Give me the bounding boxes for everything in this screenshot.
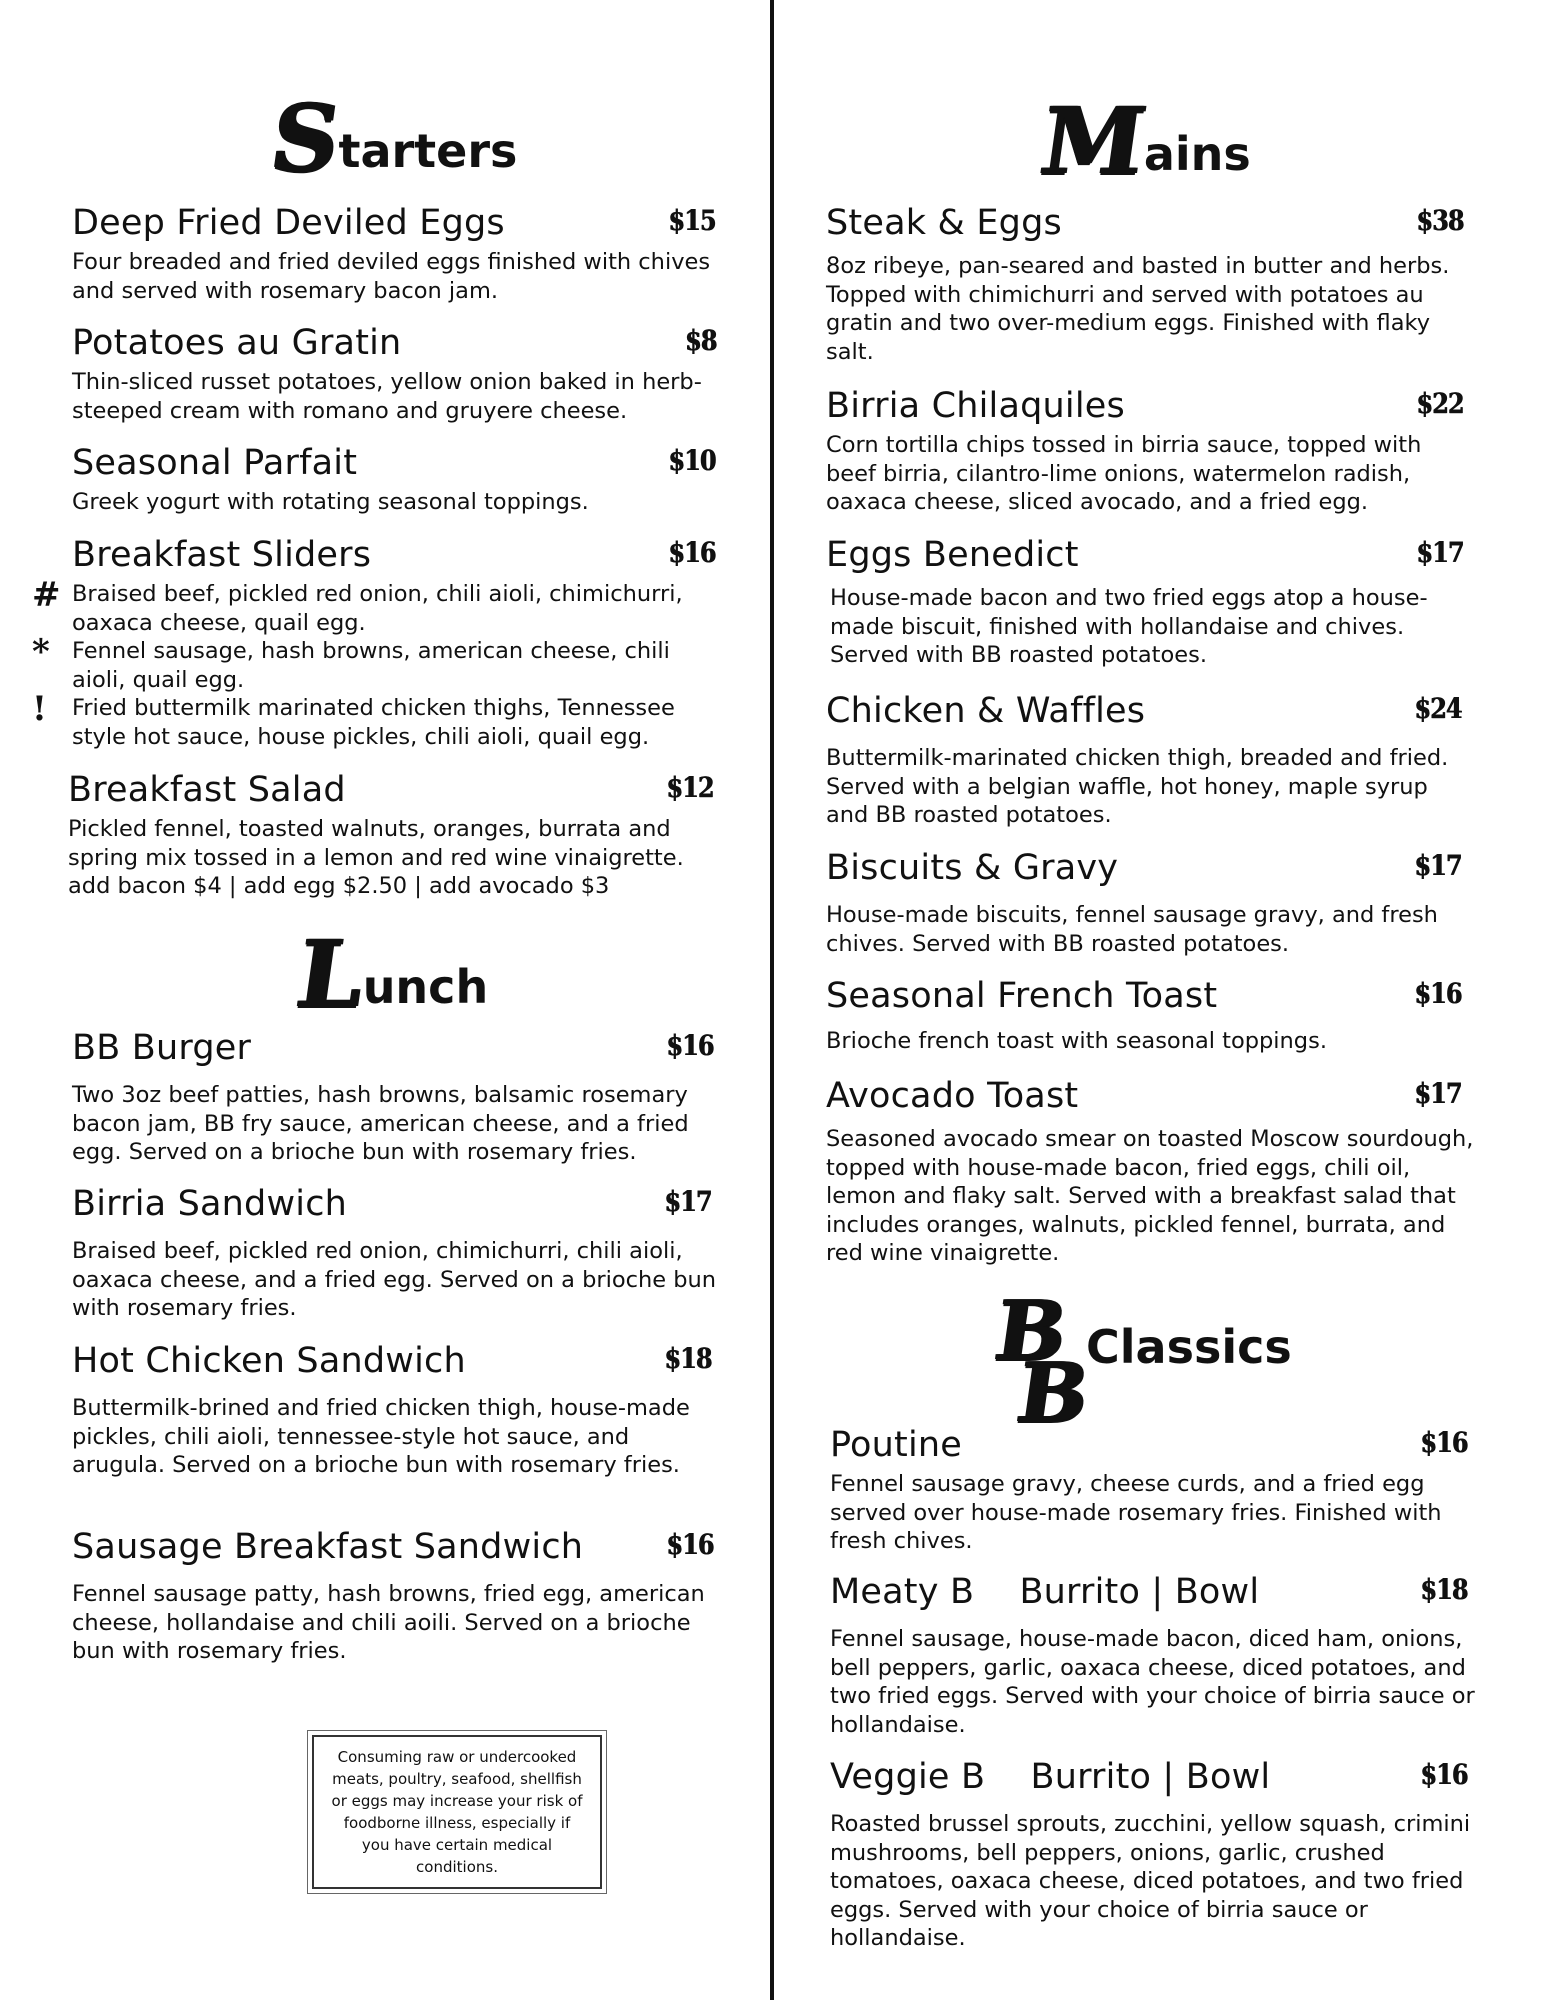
item-addons: add bacon $4 | add egg $2.50 | add avocado $3	[68, 873, 610, 899]
item-name: Seasonal Parfait	[72, 443, 358, 483]
menu-item	[826, 383, 1476, 517]
menu-item	[826, 845, 1476, 958]
item-description: Roasted brussel sprouts, zucchini, yellow squash, crimini mushrooms, bell peppers, onions, garlic, crushed tomatoes, oaxaca cheese, diced potatoes, and two fried eggs. Served with your choice of birria sauce or hollandaise.	[830, 1811, 1471, 1951]
asterisk-mark-icon: *	[32, 632, 50, 672]
item-price: $18	[1420, 1573, 1468, 1606]
item-description: House-made bacon and two fried eggs atop a house-made biscuit, finished with hollandaise and chives. Served with BB roasted potatoes.	[830, 585, 1428, 668]
exclamation-mark-icon: !	[32, 689, 47, 729]
item-name: Potatoes au Gratin	[72, 323, 402, 363]
item-description: Fennel sausage, house-made bacon, diced ham, onions, bell peppers, garlic, oaxaca cheese, diced potatoes, and two fried eggs. Served with your choice of birria sauce or hollandaise.	[830, 1626, 1475, 1738]
item-name: Veggie B Burrito | Bowl	[830, 1757, 1271, 1797]
menu-item	[72, 440, 722, 517]
item-price: $16	[1420, 1426, 1468, 1459]
classics-heading-text: Classics	[1086, 1320, 1292, 1374]
menu-item	[826, 973, 1476, 1056]
item-name: Sausage Breakfast Sandwich	[72, 1527, 584, 1567]
item-name: Meaty B Burrito | Bowl	[830, 1572, 1260, 1612]
item-price: $17	[1414, 1077, 1462, 1110]
starters-heading	[264, 84, 518, 192]
menu-item	[72, 1181, 722, 1323]
item-description: Two 3oz beef patties, hash browns, balsamic rosemary bacon jam, BB fry sauce, american cheese, and a fried egg. Served on a brioche bun with rosemary fries.	[72, 1082, 689, 1165]
menu-item	[826, 532, 1476, 670]
item-price: $18	[664, 1342, 712, 1375]
item-description: Greek yogurt with rotating seasonal toppings.	[72, 489, 589, 515]
item-price: $10	[668, 444, 716, 477]
variant-text: Fried buttermilk marinated chicken thighs, Tennessee style hot sauce, house pickles, chili aioli, quail egg.	[72, 695, 675, 750]
slider-variant	[32, 689, 722, 751]
item-name: Deep Fried Deviled Eggs	[72, 203, 505, 243]
item-price: $16	[1420, 1758, 1468, 1791]
item-price: $22	[1416, 387, 1464, 420]
item-description: House-made biscuits, fennel sausage gravy, and fresh chives. Served with BB roasted potatoes.	[826, 902, 1438, 957]
menu-item	[830, 1569, 1480, 1739]
item-name: Eggs Benedict	[826, 535, 1079, 575]
column-divider	[770, 0, 774, 2000]
item-name: Poutine	[830, 1425, 963, 1465]
menu-item	[826, 688, 1476, 830]
item-description: Buttermilk-marinated chicken thigh, breaded and fried. Served with a belgian waffle, hot honey, maple syrup and BB roasted potatoes.	[826, 745, 1449, 828]
item-price: $38	[1416, 204, 1464, 237]
item-name: Breakfast Sliders	[72, 535, 372, 575]
item-name: Steak & Eggs	[826, 203, 1062, 243]
starters-heading-rest: tarters	[338, 124, 518, 178]
menu-item	[68, 767, 718, 901]
item-price: $24	[1414, 692, 1462, 725]
item-description: Buttermilk-brined and fried chicken thigh, house-made pickles, chili aioli, tennessee-style hot sauce, and arugula. Served on a brioche bun with rosemary fries.	[72, 1395, 690, 1478]
item-name: Avocado Toast	[826, 1076, 1079, 1116]
item-description: Braised beef, pickled red onion, chimichurri, chili aioli, oaxaca cheese, and a fried egg. Served on a brioche bun with rosemary fries.	[72, 1238, 717, 1321]
lunch-heading	[290, 920, 489, 1028]
food-safety-notice: Consuming raw or undercooked meats, poultry, seafood, shellfish or eggs may increase your risk of foodborne illness, especially if you have certain medical conditions.	[312, 1735, 602, 1889]
item-price: $15	[668, 204, 716, 237]
menu-item	[32, 532, 722, 751]
menu-item	[830, 1422, 1480, 1556]
item-description: Pickled fennel, toasted walnuts, oranges, burrata and spring mix tossed in a lemon and red wine vinaigrette.	[68, 816, 684, 871]
item-name: Breakfast Salad	[68, 770, 346, 810]
item-description: Seasoned avocado smear on toasted Moscow sourdough, topped with house-made bacon, fried eggs, chili oil, lemon and flaky salt. Served with a breakfast salad that includes oranges, walnuts, pickled fennel, burrata, and red wine vinaigrette.	[826, 1126, 1474, 1266]
slider-variant	[32, 575, 722, 637]
item-price: $17	[664, 1185, 712, 1218]
starters-heading-cap: S	[264, 84, 347, 192]
item-price: $17	[1416, 536, 1464, 569]
item-description: Four breaded and fried deviled eggs finished with chives and served with rosemary bacon jam.	[72, 249, 711, 304]
item-name: Seasonal French Toast	[826, 976, 1218, 1016]
menu-item	[826, 1073, 1476, 1268]
lunch-heading-rest: unch	[362, 960, 489, 1014]
item-description: Brioche french toast with seasonal toppings.	[826, 1028, 1327, 1054]
mains-heading	[1034, 87, 1251, 195]
menu-item	[72, 1338, 722, 1480]
item-name: Hot Chicken Sandwich	[72, 1341, 466, 1381]
menu-item	[830, 1754, 1480, 1953]
item-name: Chicken & Waffles	[826, 691, 1146, 731]
item-description: Fennel sausage gravy, cheese curds, and a fried egg served over house-made rosemary fries. Finished with fresh chives.	[830, 1471, 1442, 1554]
item-description-variants	[32, 575, 722, 751]
menu-item	[826, 200, 1476, 366]
variant-text: Braised beef, pickled red onion, chili aioli, chimichurri, oaxaca cheese, quail egg.	[72, 581, 683, 636]
menu-item	[72, 1524, 722, 1666]
lunch-heading-cap: L	[290, 920, 371, 1028]
menu-item	[72, 1025, 722, 1167]
item-price: $16	[1414, 977, 1462, 1010]
item-price: $16	[668, 536, 716, 569]
item-price: $17	[1414, 849, 1462, 882]
bb-classics-heading	[989, 1283, 1416, 1441]
item-name: BB Burger	[72, 1028, 252, 1068]
item-name: Biscuits & Gravy	[826, 848, 1119, 888]
item-price: $8	[684, 324, 717, 357]
item-price: $16	[666, 1528, 714, 1561]
menu-item	[72, 200, 722, 305]
hash-mark-icon: #	[32, 575, 61, 615]
mains-heading-cap: M	[1034, 87, 1152, 195]
slider-variant	[32, 632, 722, 694]
item-name: Birria Sandwich	[72, 1184, 348, 1224]
mains-heading-rest: ains	[1143, 127, 1251, 181]
bb-monogram-top: B	[989, 1283, 1073, 1379]
item-name: Birria Chilaquiles	[826, 386, 1125, 426]
variant-text: Fennel sausage, hash browns, american cheese, chili aioli, quail egg.	[72, 638, 670, 693]
item-description: 8oz ribeye, pan-seared and basted in butter and herbs. Topped with chimichurri and served with potatoes au gratin and two over-medium eggs. Finished with flaky salt.	[826, 253, 1450, 365]
item-description: Thin-sliced russet potatoes, yellow onion baked in herb-steeped cream with romano and gruyere cheese.	[72, 369, 702, 424]
menu-item	[72, 320, 722, 425]
item-description: Corn tortilla chips tossed in birria sauce, topped with beef birria, cilantro-lime onions, watermelon radish, oaxaca cheese, sliced avocado, and a fried egg.	[826, 432, 1422, 515]
item-price: $12	[666, 771, 714, 804]
bb-monogram-bottom: B	[1011, 1345, 1095, 1441]
item-description: Fennel sausage patty, hash browns, fried egg, american cheese, hollandaise and chili aoili. Served on a brioche bun with rosemary fries.	[72, 1581, 705, 1664]
item-price: $16	[666, 1029, 714, 1062]
